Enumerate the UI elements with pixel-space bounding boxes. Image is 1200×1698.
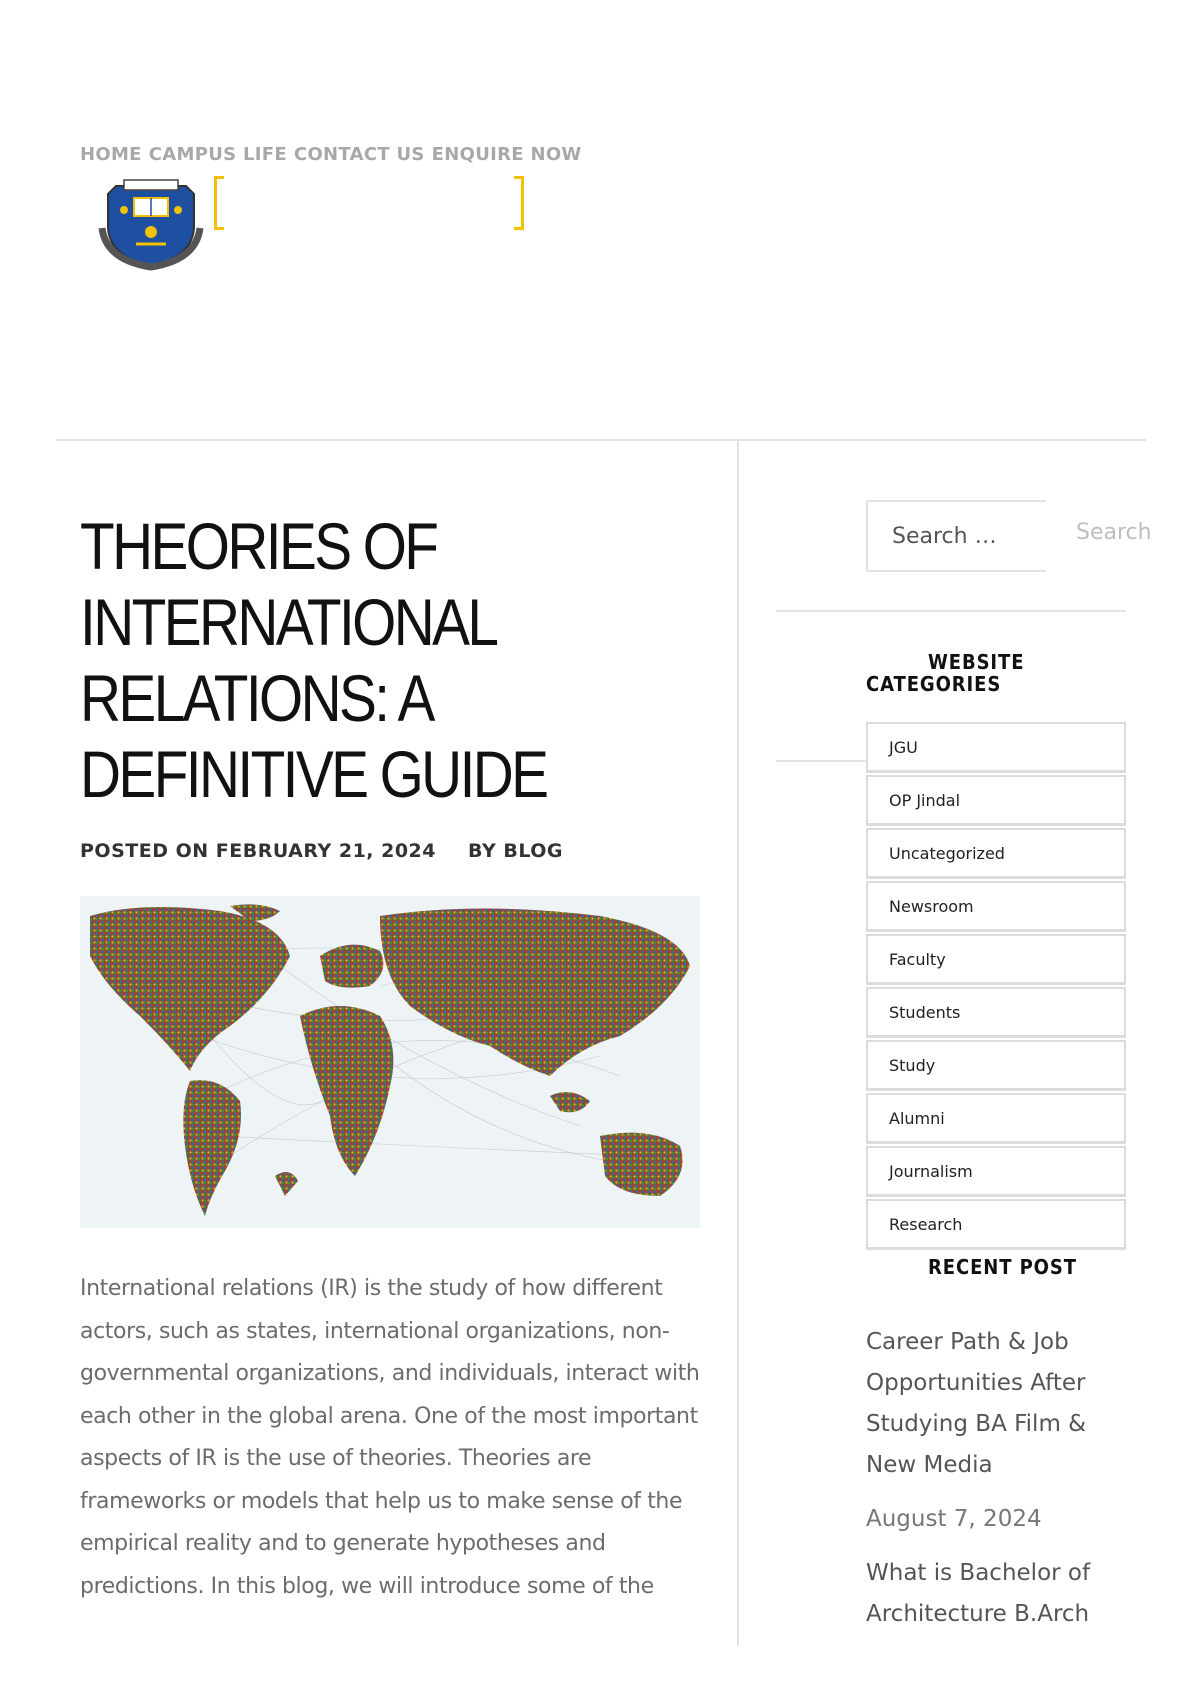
nav-home[interactable]: HOME: [80, 144, 142, 165]
content-sidebar-divider: [737, 440, 739, 1646]
post-date-meta: [80, 840, 436, 862]
sidebar-divider: [776, 610, 1126, 612]
university-logo[interactable]: [96, 176, 206, 268]
by-label: BY: [468, 840, 497, 862]
category-item-op-jindal[interactable]: OP Jindal: [866, 775, 1126, 826]
search-button[interactable]: Search: [1076, 520, 1152, 545]
post-meta: [80, 840, 563, 862]
search-field-wrapper: [866, 500, 1046, 572]
nav-campus-life[interactable]: CAMPUS LIFE: [148, 144, 287, 165]
category-item-alumni[interactable]: Alumni: [866, 1093, 1126, 1144]
post-excerpt: International relations (IR) is the study of how different actors, such as states, international organizations, non-governmental organizations, and individuals, interact with each other in the global arena. One of the most important aspects of IR is the use of theories. Theories are frameworks or models that help us to make sense of the empirical reality and to generate hypotheses and predictions. In this blog, we will introduce some of the: [80, 1276, 700, 1599]
category-item-journalism[interactable]: Journalism: [866, 1146, 1126, 1197]
recent-post-title: RECENT POST: [928, 1255, 1077, 1279]
categories-title-line2: CATEGORIES: [866, 672, 1002, 696]
recent-post-link[interactable]: Career Path & Job Opportunities After Studying BA Film & New Media: [866, 1329, 1087, 1478]
top-navigation: [80, 144, 582, 165]
posted-on-label: POSTED ON: [80, 840, 209, 862]
categories-list: [866, 722, 1126, 1252]
nav-enquire-now[interactable]: ENQUIRE NOW: [431, 144, 582, 165]
category-item-jgu[interactable]: JGU: [866, 722, 1126, 773]
recent-posts-list: [866, 1322, 1136, 1635]
category-item-students[interactable]: Students: [866, 987, 1126, 1038]
recent-post-date: August 7, 2024: [866, 1506, 1042, 1532]
nav-contact-us[interactable]: CONTACT US: [293, 144, 425, 165]
categories-title-line1: WEBSITE: [928, 650, 1025, 674]
bracket-right: [514, 176, 524, 230]
featured-image: [80, 896, 700, 1228]
post-author-link[interactable]: BLOG: [503, 840, 564, 862]
recent-post-link[interactable]: What is Bachelor of Architecture B.Arch: [866, 1560, 1091, 1627]
category-item-study[interactable]: Study: [866, 1040, 1126, 1091]
header-divider: [56, 439, 1146, 441]
bracket-left: [214, 176, 224, 230]
world-map-people-image: [80, 896, 700, 1228]
category-item-uncategorized[interactable]: Uncategorized: [866, 828, 1126, 879]
post-title: THEORIES OF INTERNATIONAL RELATIONS: A DEFINITIVE GUIDE: [80, 509, 547, 811]
sidebar-divider-short: [776, 760, 868, 762]
category-item-research[interactable]: Research: [866, 1199, 1126, 1250]
category-item-faculty[interactable]: Faculty: [866, 934, 1126, 985]
university-seal-icon: [96, 176, 206, 268]
post-author-meta: [468, 840, 563, 862]
post-date-link[interactable]: FEBRUARY 21, 2024: [215, 840, 437, 862]
category-item-newsroom[interactable]: Newsroom: [866, 881, 1126, 932]
search-input[interactable]: [868, 502, 1046, 570]
site-brand-frame: [214, 176, 524, 232]
